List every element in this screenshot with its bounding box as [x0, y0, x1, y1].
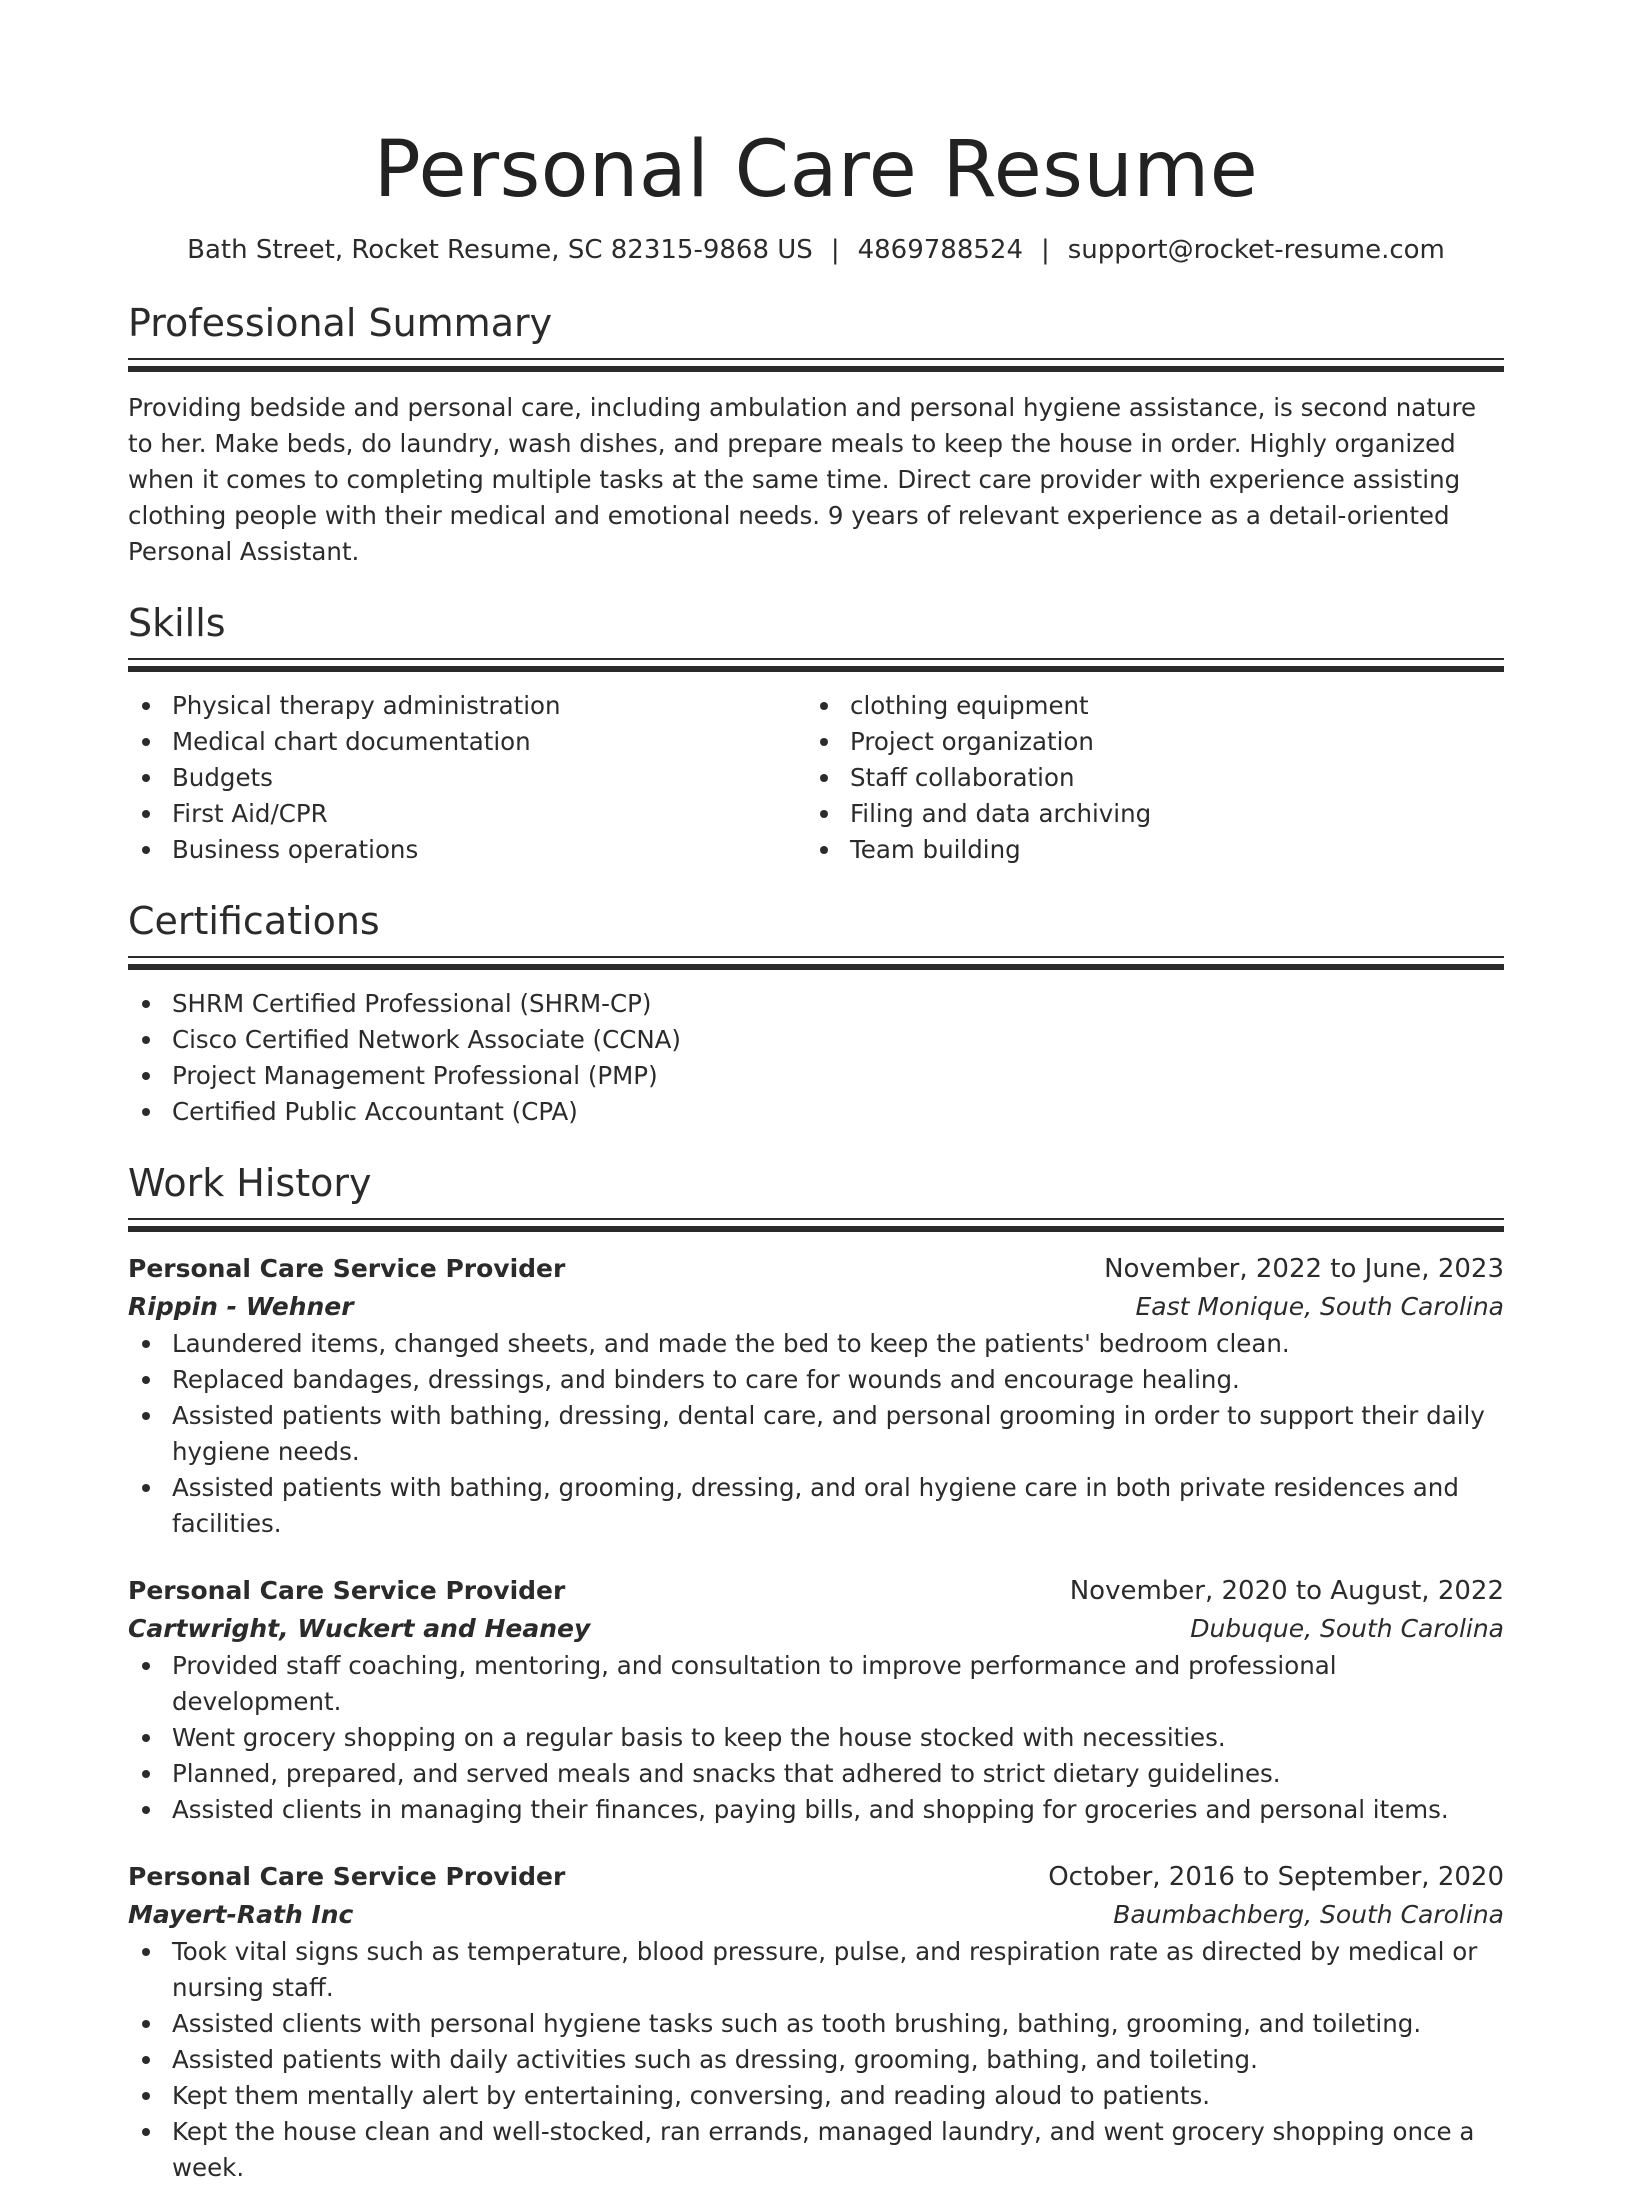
job-dates: November, 2022 to June, 2023	[1104, 1254, 1504, 1284]
job-location: Dubuque, South Carolina	[1190, 1614, 1504, 1643]
skills-list-right	[806, 688, 1484, 868]
job-bullets	[128, 1326, 1504, 1542]
job-bullet: Replaced bandages, dressings, and binders to care for wounds and encourage healing.	[128, 1362, 1504, 1398]
section-divider	[128, 956, 1504, 970]
contact-line	[128, 234, 1504, 266]
job-title: Personal Care Service Provider	[128, 1576, 566, 1605]
job-subheader	[128, 1288, 1504, 1326]
job-bullet: Kept them mentally alert by entertaining, conversing, and reading aloud to patients.	[128, 2078, 1504, 2114]
job-subheader	[128, 1610, 1504, 1648]
skills-section	[128, 600, 1504, 868]
summary-section	[128, 300, 1504, 570]
job-location: East Monique, South Carolina	[1135, 1292, 1504, 1321]
job-dates: November, 2020 to August, 2022	[1069, 1576, 1504, 1606]
job-company: Rippin - Wehner	[128, 1292, 354, 1321]
certification-item: Certified Public Accountant (CPA)	[128, 1094, 1504, 1130]
job-bullet: Provided staff coaching, mentoring, and consultation to improve performance and professional development.	[128, 1648, 1504, 1720]
certifications-list	[128, 986, 1504, 1130]
job-bullet: Planned, prepared, and served meals and snacks that adhered to strict dietary guidelines.	[128, 1756, 1504, 1792]
skill-item: clothing equipment	[806, 688, 1484, 724]
job-bullet: Kept the house clean and well-stocked, ran errands, managed laundry, and went grocery shopping once a week.	[128, 2114, 1504, 2186]
section-title-summary: Professional Summary	[128, 301, 553, 345]
job-location: Baumbachberg, South Carolina	[1113, 1900, 1504, 1929]
work-history-section	[128, 1160, 1504, 2186]
job-dates: October, 2016 to September, 2020	[1048, 1862, 1504, 1892]
job-bullet: Assisted clients with personal hygiene tasks such as tooth brushing, bathing, grooming, and toileting.	[128, 2006, 1504, 2042]
skill-item: Physical therapy administration	[128, 688, 806, 724]
skill-item: Filing and data archiving	[806, 796, 1484, 832]
skill-item: First Aid/CPR	[128, 796, 806, 832]
job-bullet: Laundered items, changed sheets, and made the bed to keep the patients' bedroom clean.	[128, 1326, 1504, 1362]
skill-item: Project organization	[806, 724, 1484, 760]
skill-item: Medical chart documentation	[128, 724, 806, 760]
skill-item: Team building	[806, 832, 1484, 868]
job-company: Cartwright, Wuckert and Heaney	[128, 1614, 591, 1643]
skill-item: Budgets	[128, 760, 806, 796]
certification-item: SHRM Certified Professional (SHRM-CP)	[128, 986, 1504, 1022]
job-entry	[128, 1572, 1504, 1828]
skill-item: Staff collaboration	[806, 760, 1484, 796]
job-company: Mayert-Rath Inc	[128, 1900, 354, 1929]
job-header	[128, 1250, 1504, 1288]
job-bullet: Took vital signs such as temperature, blood pressure, pulse, and respiration rate as directed by medical or nursing staff.	[128, 1934, 1504, 2006]
job-entry	[128, 1250, 1504, 1542]
job-bullet: Assisted patients with bathing, dressing, dental care, and personal grooming in order to support their daily hygiene needs.	[128, 1398, 1504, 1470]
skills-list-left	[128, 688, 806, 868]
job-title: Personal Care Service Provider	[128, 1862, 566, 1891]
certification-item: Cisco Certified Network Associate (CCNA)	[128, 1022, 1504, 1058]
resume-name: Personal Care Resume	[373, 125, 1259, 215]
job-bullet: Went grocery shopping on a regular basis to keep the house stocked with necessities.	[128, 1720, 1504, 1756]
section-divider	[128, 1218, 1504, 1232]
job-header	[128, 1858, 1504, 1896]
certification-item: Project Management Professional (PMP)	[128, 1058, 1504, 1094]
summary-text: Providing bedside and personal care, including ambulation and personal hygiene assistance, is second nature to her. Make beds, do laundry, wash dishes, and prepare meals to keep the house in order. Highly organized when it comes to completing multiple tasks at the same time. Direct care provider with experience assisting clothing people with their medical and emotional needs. 9 years of relevant experience as a detail-oriented Personal Assistant.	[128, 393, 1477, 566]
contact-separator: |	[830, 235, 840, 265]
job-bullet: Assisted clients in managing their finances, paying bills, and shopping for groceries and personal items.	[128, 1792, 1504, 1828]
job-subheader	[128, 1896, 1504, 1934]
job-bullet: Assisted patients with daily activities such as dressing, grooming, bathing, and toileting.	[128, 2042, 1504, 2078]
skill-item: Business operations	[128, 832, 806, 868]
job-header	[128, 1572, 1504, 1610]
resume-page	[128, 0, 1504, 2186]
section-title-skills: Skills	[128, 601, 226, 645]
skills-columns	[128, 688, 1504, 868]
job-bullets	[128, 1648, 1504, 1828]
contact-email: support@rocket-resume.com	[1067, 235, 1445, 265]
job-bullets	[128, 1934, 1504, 2186]
contact-address: Bath Street, Rocket Resume, SC 82315-9868 US	[187, 235, 813, 265]
certifications-section	[128, 898, 1504, 1130]
contact-separator: |	[1041, 235, 1050, 265]
section-divider	[128, 658, 1504, 672]
section-title-work-history: Work History	[128, 1161, 372, 1205]
contact-phone: 4869788524	[857, 235, 1023, 265]
section-divider	[128, 358, 1504, 372]
job-title: Personal Care Service Provider	[128, 1254, 566, 1283]
job-entry	[128, 1858, 1504, 2186]
job-bullet: Assisted patients with bathing, grooming, dressing, and oral hygiene care in both private residences and facilities.	[128, 1470, 1504, 1542]
section-title-certifications: Certifications	[128, 899, 380, 943]
